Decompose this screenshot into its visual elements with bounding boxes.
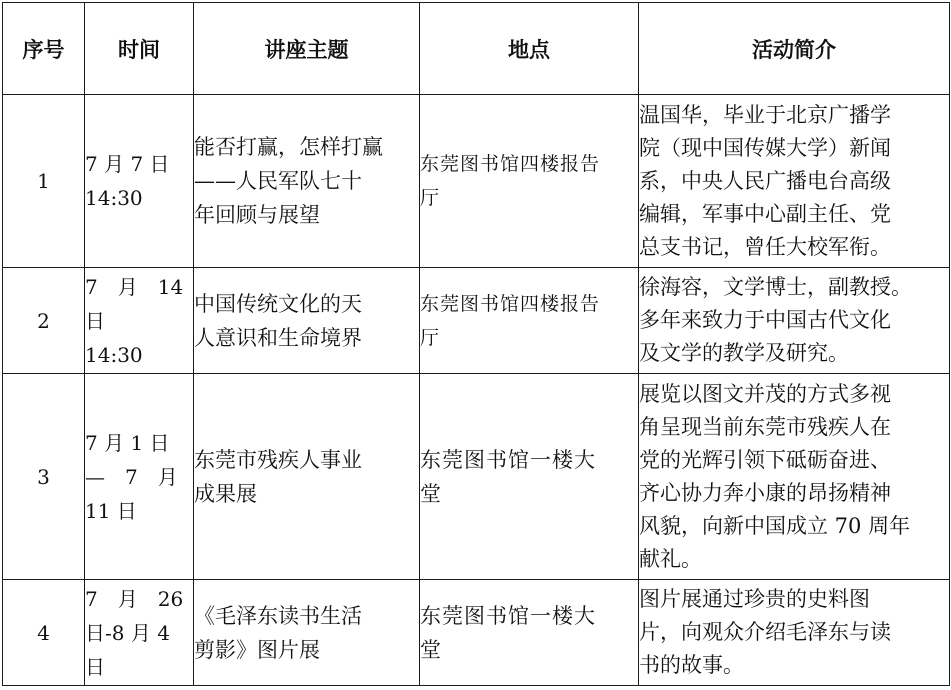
row-time [85, 374, 194, 580]
table-row [3, 95, 950, 268]
row-place-text: 东莞图书馆一楼大 堂 [420, 447, 596, 506]
table-row [3, 268, 950, 374]
row-desc-text: 温国华，毕业于北京广播学 院（现中国传媒大学）新闻 系，中央人民广播电台高级 编辑，军事中心副主任、党 总支书记，曾任大校军衔。 [639, 102, 891, 259]
row-num: 3 [3, 374, 85, 580]
row-topic [194, 95, 420, 268]
row-topic [194, 268, 420, 374]
row-num: 4 [3, 580, 85, 686]
row-time [85, 580, 194, 686]
header-num: 序号 [3, 3, 85, 95]
table-row [3, 580, 950, 686]
row-place [420, 268, 639, 374]
row-num: 2 [3, 268, 85, 374]
row-time [85, 268, 194, 374]
row-topic-text: 能否打赢，怎样打赢 ——人民军队七十 年回顾与展望 [194, 135, 383, 227]
header-desc: 活动简介 [639, 3, 950, 95]
row-topic-text: 中国传统文化的天 人意识和生命境界 [194, 291, 362, 350]
header-place: 地点 [420, 3, 639, 95]
row-topic [194, 374, 420, 580]
row-num: 1 [3, 95, 85, 268]
row-topic-text: 东莞市残疾人事业 成果展 [194, 447, 362, 506]
row-place [420, 95, 639, 268]
row-place-text: 东莞图书馆四楼报告 厅 [420, 153, 601, 209]
row-desc-text: 徐海容，文学博士，副教授。 多年来致力于中国古代文化 及文学的教学及研究。 [639, 275, 912, 365]
row-desc [639, 268, 950, 374]
row-desc-text: 展览以图文并茂的方式多视 角呈现当前东莞市残疾人在 党的光辉引领下砥砺奋进、 齐心协力奔小康的昂扬精神 风貌，向新中国成立 70 周年 献礼。 [639, 381, 911, 571]
row-topic [194, 580, 420, 686]
event-schedule-table [2, 2, 950, 686]
row-topic-text: 《毛泽东读书生活 剪影》图片展 [194, 603, 362, 662]
row-place-text: 东莞图书馆一楼大 堂 [420, 603, 596, 662]
table-header-row [3, 3, 950, 95]
row-place [420, 580, 639, 686]
row-desc [639, 374, 950, 580]
row-desc-text: 图片展通过珍贵的史料图 片，向观众介绍毛泽东与读 书的故事。 [639, 587, 891, 677]
row-time-text: 7 月 14 日 14:30 [85, 274, 184, 367]
row-time-text: 7 月 26 日-8 月 4 日 [85, 586, 184, 679]
row-place [420, 374, 639, 580]
row-time [85, 95, 194, 268]
row-time-text: 7 月 7 日 14:30 [85, 152, 170, 210]
row-place-text: 东莞图书馆四楼报告 厅 [420, 292, 601, 349]
table-row [3, 374, 950, 580]
row-desc [639, 580, 950, 686]
row-desc [639, 95, 950, 268]
header-topic: 讲座主题 [194, 3, 420, 95]
row-time-text: 7 月 1 日 — 7 月 11 日 [85, 430, 178, 523]
header-time: 时间 [85, 3, 194, 95]
